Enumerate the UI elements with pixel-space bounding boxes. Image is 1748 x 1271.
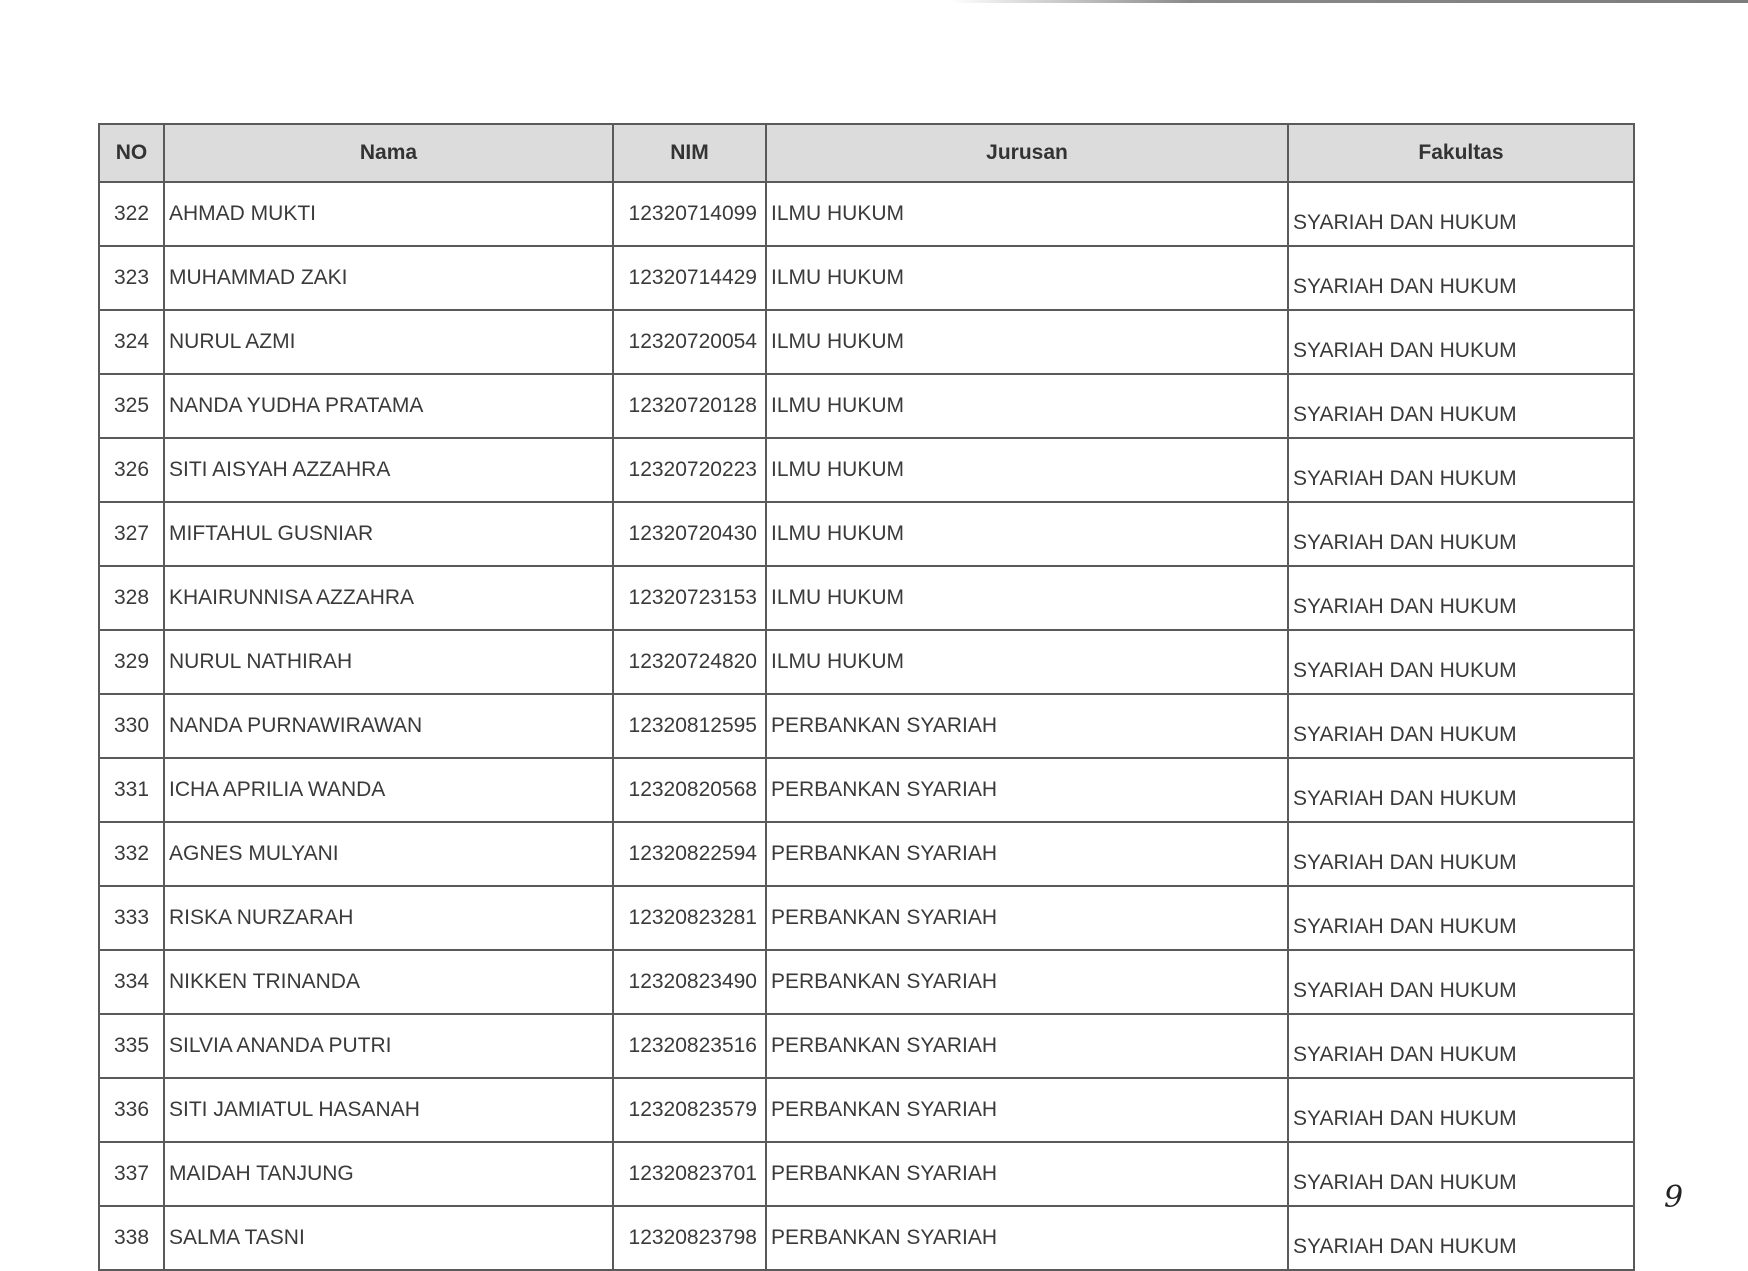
cell-no: 338	[99, 1206, 164, 1270]
cell-nim: 12320714099	[613, 182, 766, 246]
cell-no: 322	[99, 182, 164, 246]
cell-jurusan: ILMU HUKUM	[766, 310, 1288, 374]
cell-jurusan: ILMU HUKUM	[766, 246, 1288, 310]
cell-fakultas: SYARIAH DAN HUKUM	[1288, 630, 1634, 694]
cell-no: 329	[99, 630, 164, 694]
cell-jurusan: PERBANKAN SYARIAH	[766, 694, 1288, 758]
table-row	[99, 246, 1634, 310]
student-table	[98, 123, 1635, 1271]
cell-no: 325	[99, 374, 164, 438]
cell-nim: 12320720054	[613, 310, 766, 374]
cell-nim: 12320720430	[613, 502, 766, 566]
cell-nama: NURUL NATHIRAH	[164, 630, 613, 694]
table-row	[99, 822, 1634, 886]
cell-jurusan: PERBANKAN SYARIAH	[766, 758, 1288, 822]
cell-jurusan: ILMU HUKUM	[766, 182, 1288, 246]
page-number: 9	[1664, 1180, 1684, 1215]
cell-nama: MUHAMMAD ZAKI	[164, 246, 613, 310]
table-row	[99, 950, 1634, 1014]
cell-nama: NIKKEN TRINANDA	[164, 950, 613, 1014]
cell-jurusan: ILMU HUKUM	[766, 566, 1288, 630]
cell-no: 328	[99, 566, 164, 630]
cell-fakultas: SYARIAH DAN HUKUM	[1288, 822, 1634, 886]
header-nim: NIM	[613, 124, 766, 182]
cell-nama: SITI AISYAH AZZAHRA	[164, 438, 613, 502]
table-row	[99, 502, 1634, 566]
cell-nama: NURUL AZMI	[164, 310, 613, 374]
cell-jurusan: ILMU HUKUM	[766, 630, 1288, 694]
cell-nama: AHMAD MUKTI	[164, 182, 613, 246]
cell-nim: 12320724820	[613, 630, 766, 694]
cell-fakultas: SYARIAH DAN HUKUM	[1288, 182, 1634, 246]
student-table-container	[98, 123, 1633, 1271]
cell-no: 323	[99, 246, 164, 310]
cell-jurusan: PERBANKAN SYARIAH	[766, 822, 1288, 886]
cell-fakultas: SYARIAH DAN HUKUM	[1288, 310, 1634, 374]
cell-fakultas: SYARIAH DAN HUKUM	[1288, 1078, 1634, 1142]
cell-jurusan: PERBANKAN SYARIAH	[766, 1078, 1288, 1142]
cell-fakultas: SYARIAH DAN HUKUM	[1288, 566, 1634, 630]
cell-nim: 12320723153	[613, 566, 766, 630]
cell-no: 332	[99, 822, 164, 886]
cell-fakultas: SYARIAH DAN HUKUM	[1288, 246, 1634, 310]
cell-no: 336	[99, 1078, 164, 1142]
cell-nama: SALMA TASNI	[164, 1206, 613, 1270]
table-row	[99, 886, 1634, 950]
cell-fakultas: SYARIAH DAN HUKUM	[1288, 1142, 1634, 1206]
cell-nim: 12320823281	[613, 886, 766, 950]
cell-no: 330	[99, 694, 164, 758]
cell-nama: NANDA PURNAWIRAWAN	[164, 694, 613, 758]
table-row	[99, 694, 1634, 758]
table-row	[99, 438, 1634, 502]
table-header	[99, 124, 1634, 182]
table-row	[99, 1014, 1634, 1078]
table-row	[99, 1078, 1634, 1142]
cell-nama: KHAIRUNNISA AZZAHRA	[164, 566, 613, 630]
header-no: NO	[99, 124, 164, 182]
cell-jurusan: ILMU HUKUM	[766, 438, 1288, 502]
cell-nim: 12320823701	[613, 1142, 766, 1206]
cell-fakultas: SYARIAH DAN HUKUM	[1288, 374, 1634, 438]
header-fakultas: Fakultas	[1288, 124, 1634, 182]
cell-nama: AGNES MULYANI	[164, 822, 613, 886]
cell-fakultas: SYARIAH DAN HUKUM	[1288, 758, 1634, 822]
table-row	[99, 630, 1634, 694]
table-row	[99, 758, 1634, 822]
cell-nim: 12320820568	[613, 758, 766, 822]
table-body	[99, 182, 1634, 1270]
cell-fakultas: SYARIAH DAN HUKUM	[1288, 1206, 1634, 1270]
cell-jurusan: PERBANKAN SYARIAH	[766, 886, 1288, 950]
table-row	[99, 1206, 1634, 1270]
cell-jurusan: ILMU HUKUM	[766, 374, 1288, 438]
cell-fakultas: SYARIAH DAN HUKUM	[1288, 502, 1634, 566]
cell-fakultas: SYARIAH DAN HUKUM	[1288, 950, 1634, 1014]
cell-nim: 12320720223	[613, 438, 766, 502]
cell-nim: 12320823798	[613, 1206, 766, 1270]
cell-nama: NANDA YUDHA PRATAMA	[164, 374, 613, 438]
cell-nama: MIFTAHUL GUSNIAR	[164, 502, 613, 566]
table-row	[99, 182, 1634, 246]
cell-nim: 12320812595	[613, 694, 766, 758]
cell-no: 327	[99, 502, 164, 566]
cell-nama: SITI JAMIATUL HASANAH	[164, 1078, 613, 1142]
cell-no: 337	[99, 1142, 164, 1206]
cell-jurusan: ILMU HUKUM	[766, 502, 1288, 566]
cell-fakultas: SYARIAH DAN HUKUM	[1288, 694, 1634, 758]
cell-jurusan: PERBANKAN SYARIAH	[766, 1142, 1288, 1206]
cell-nim: 12320822594	[613, 822, 766, 886]
table-row	[99, 566, 1634, 630]
table-row	[99, 1142, 1634, 1206]
cell-jurusan: PERBANKAN SYARIAH	[766, 1206, 1288, 1270]
cell-no: 324	[99, 310, 164, 374]
cell-jurusan: PERBANKAN SYARIAH	[766, 950, 1288, 1014]
cell-nim: 12320823516	[613, 1014, 766, 1078]
cell-nim: 12320714429	[613, 246, 766, 310]
cell-nama: MAIDAH TANJUNG	[164, 1142, 613, 1206]
cell-jurusan: PERBANKAN SYARIAH	[766, 1014, 1288, 1078]
header-row	[99, 124, 1634, 182]
header-nama: Nama	[164, 124, 613, 182]
table-row	[99, 310, 1634, 374]
cell-no: 334	[99, 950, 164, 1014]
cell-no: 335	[99, 1014, 164, 1078]
cell-nim: 12320720128	[613, 374, 766, 438]
cell-nim: 12320823490	[613, 950, 766, 1014]
table-row	[99, 374, 1634, 438]
cell-nama: SILVIA ANANDA PUTRI	[164, 1014, 613, 1078]
cell-fakultas: SYARIAH DAN HUKUM	[1288, 886, 1634, 950]
cell-no: 333	[99, 886, 164, 950]
scan-edge	[950, 0, 1748, 3]
cell-nim: 12320823579	[613, 1078, 766, 1142]
cell-fakultas: SYARIAH DAN HUKUM	[1288, 1014, 1634, 1078]
cell-nama: ICHA APRILIA WANDA	[164, 758, 613, 822]
cell-nama: RISKA NURZARAH	[164, 886, 613, 950]
cell-no: 326	[99, 438, 164, 502]
header-jurusan: Jurusan	[766, 124, 1288, 182]
cell-fakultas: SYARIAH DAN HUKUM	[1288, 438, 1634, 502]
cell-no: 331	[99, 758, 164, 822]
